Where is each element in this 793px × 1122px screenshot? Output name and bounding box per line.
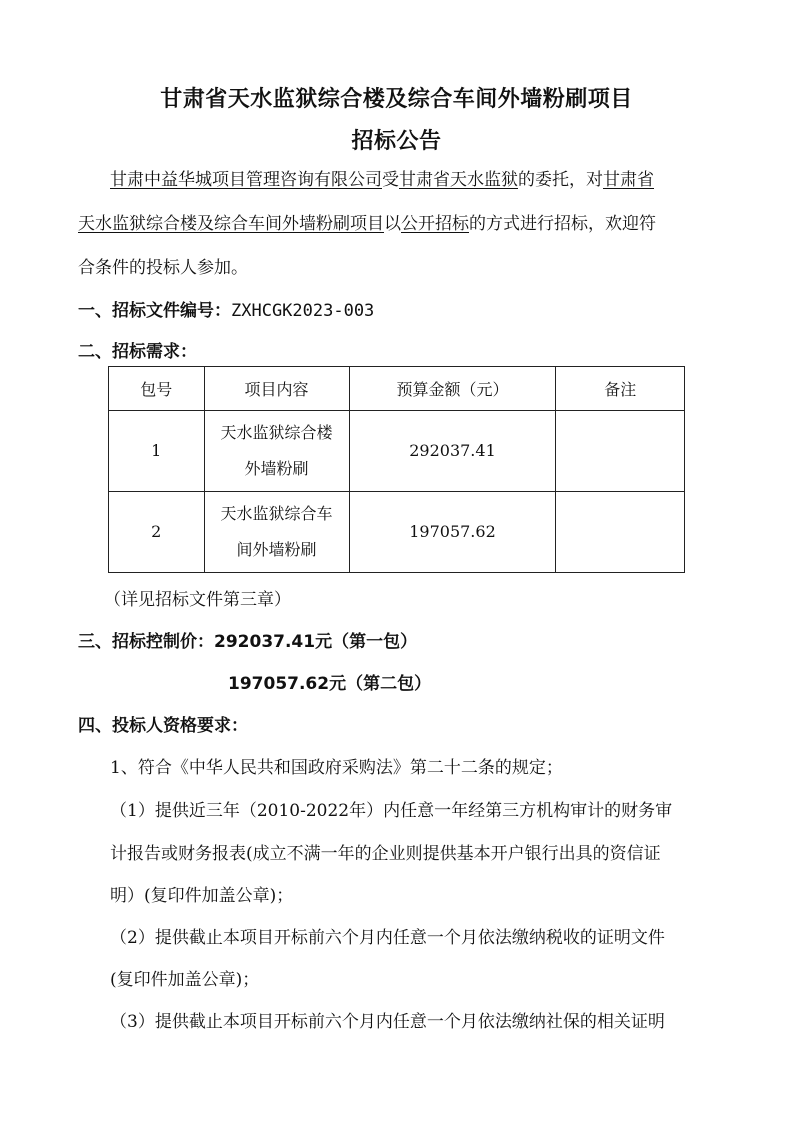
cell-content-line-1: 天水监狱综合楼 [220,423,333,442]
intro-line-2 [78,212,656,236]
project-name-part-b: 天水监狱综合楼及综合车间外墙粉刷项目 [78,214,384,234]
intro-line-3: 合条件的投标人参加。 [78,258,248,278]
cell-budget: 292037.41 [349,411,556,492]
intro-text-3: 以 [384,214,401,234]
section-2-heading: 二、招标需求： [78,342,197,362]
qualification-sub-1-line-3: 明）(复印件加盖公章)； [110,886,294,906]
cell-content-line-2: 间外墙粉刷 [236,540,317,559]
cell-note [556,411,685,492]
document-subtitle: 招标公告 [351,129,442,154]
table-row [109,492,685,573]
cell-content [204,411,349,492]
qualification-sub-2-line-2: (复印件加盖公章)； [110,970,260,990]
qualification-sub-1-line-2: 计报告或财务报表(成立不满一年的企业则提供基本开户银行出具的资信证 [110,844,661,864]
cell-budget: 197057.62 [349,492,556,573]
control-price-1: 292037.41元（第一包） [214,632,418,652]
document-title: 甘肃省天水监狱综合楼及综合车间外墙粉刷项目 [160,87,633,112]
agent-name: 甘肃中益华城项目管理咨询有限公司 [110,170,382,190]
section-3-heading [78,630,417,654]
table-row [109,411,685,492]
qualification-item-1: 1、符合《中华人民共和国政府采购法》第二十二条的规定； [110,758,563,778]
header-note: 备注 [556,367,685,411]
section-3-label: 三、招标控制价： [78,632,214,652]
intro-text-1: 受 [382,170,399,190]
header-budget: 预算金额（元） [349,367,556,411]
requirements-table [108,366,685,573]
header-package: 包号 [109,367,205,411]
cell-package: 2 [109,492,205,573]
control-price-2: 197057.62元（第二包） [228,674,432,694]
intro-line-1 [110,168,654,192]
table-note: （详见招标文件第三章） [104,590,291,610]
client-name: 甘肃省天水监狱 [399,170,518,190]
project-name-part-a: 甘肃省 [603,170,654,190]
intro-text-4: 的方式进行招标，欢迎符 [469,214,656,234]
section-4-heading: 四、投标人资格要求： [78,716,248,736]
table-header-row [109,367,685,411]
header-content: 项目内容 [204,367,349,411]
tender-method: 公开招标 [401,214,469,234]
qualification-sub-3-line-1: （3）提供截止本项目开标前六个月内任意一个月依法缴纳社保的相关证明 [110,1012,665,1032]
tender-document-code: ZXHCGK2023-003 [231,301,375,321]
cell-note [556,492,685,573]
qualification-sub-1-line-1: （1）提供近三年（2010-2022年）内任意一年经第三方机构审计的财务审 [110,801,673,821]
cell-content [204,492,349,573]
cell-package: 1 [109,411,205,492]
section-1-label: 一、招标文件编号： [78,301,231,321]
section-1-heading [78,299,374,323]
intro-text-2: 的委托，对 [518,170,603,190]
cell-content-line-2: 外墙粉刷 [244,459,309,478]
qualification-sub-2-line-1: （2）提供截止本项目开标前六个月内任意一个月依法缴纳税收的证明文件 [110,928,665,948]
cell-content-line-1: 天水监狱综合车 [220,504,333,523]
